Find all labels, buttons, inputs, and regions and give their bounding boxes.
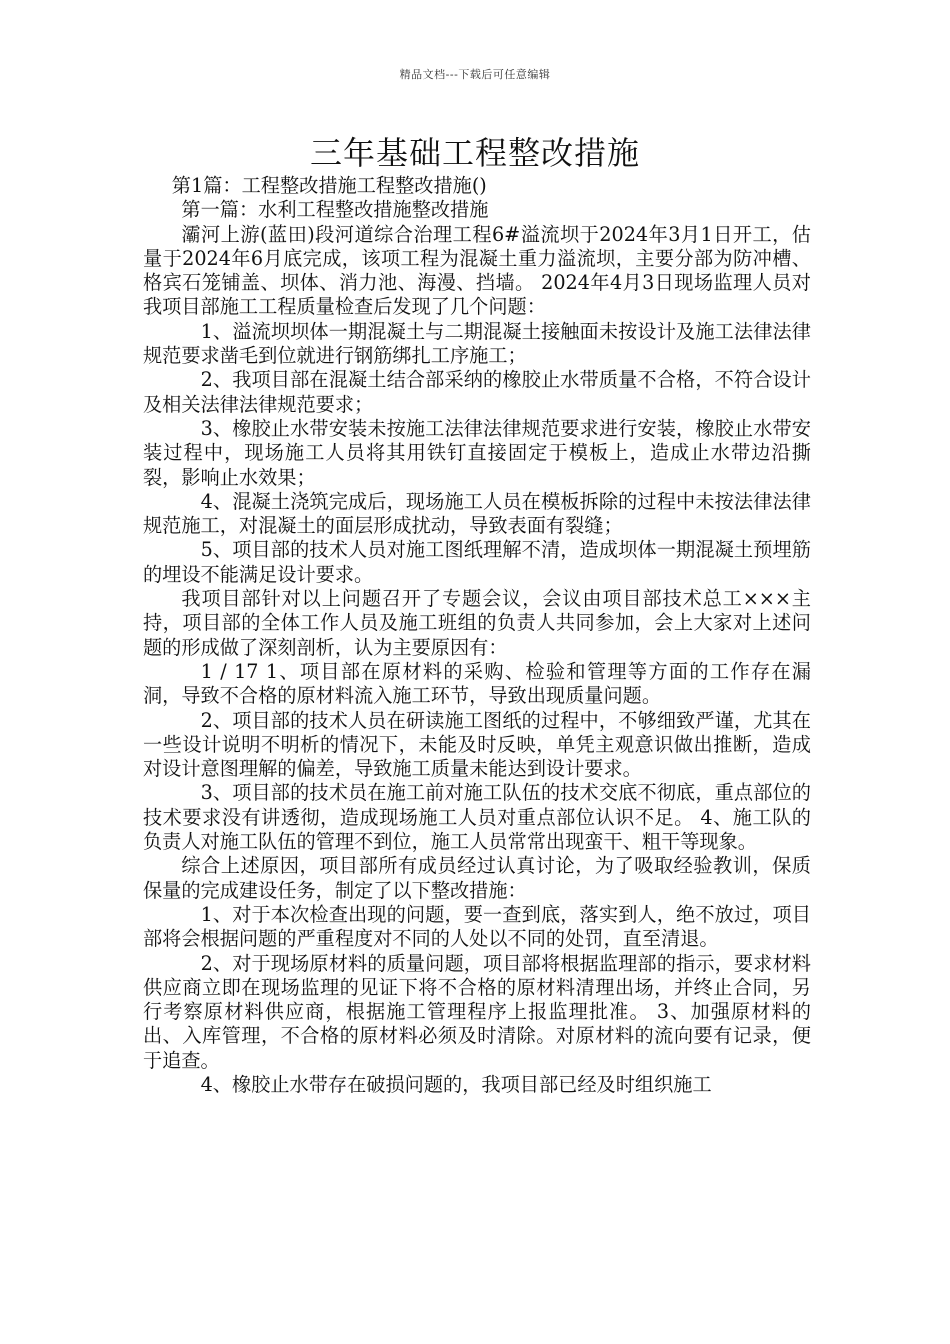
paragraph: 1、溢流坝坝体一期混凝土与二期混凝土接触面未按设计及施工法律法律规范要求凿毛到位就进行钢筋绑扎工序施工；	[143, 319, 811, 368]
header-note: 精品文档---下载后可任意编辑	[399, 68, 551, 81]
paragraph: 4、混凝土浇筑完成后，现场施工人员在模板拆除的过程中未按法律法律规范施工，对混凝土的面层形成扰动，导致表面有裂缝；	[143, 489, 811, 538]
document-body	[143, 174, 811, 1097]
document-title: 三年基础工程整改措施	[309, 134, 640, 172]
paragraph: 综合上述原因，项目部所有成员经过认真讨论，为了吸取经验教训，保质保量的完成建设任务，制定了以下整改措施：	[143, 854, 811, 902]
paragraph: 2、对于现场原材料的质量问题，项目部将根据监理部的指示，要求材料供应商立即在现场监理的见证下将不合格的原材料清理出场，并终止合同，另行考察原材料供应商，根据施工管理程序上报监理批准。 3、加强原材料的出、入库管理，不合格的原材料必须及时清除。对原材料的流向要有记录，便于追查。	[143, 951, 811, 1072]
paragraph: 2、项目部的技术人员在研读施工图纸的过程中，不够细致严谨，尤其在一些设计说明不明析的情况下，未能及时反映，单凭主观意识做出推断，造成对设计意图理解的偏差，导致施工质量未能达到设计要求。	[143, 708, 811, 781]
paragraph: 4、橡胶止水带存在破损问题的，我项目部已经及时组织施工	[200, 1072, 712, 1096]
paragraph: 3、项目部的技术员在施工前对施工队伍的技术交底不彻底，重点部位的技术要求没有讲透彻，造成现场施工人员对重点部位认识不足。 4、施工队的负责人对施工队伍的管理不到位，施工人员常常出现蛮干、粗干等现象。	[143, 781, 811, 854]
paragraph: 第1篇：工程整改措施工程整改措施()	[171, 174, 487, 197]
paragraph: 第一篇：水利工程整改措施整改措施	[181, 198, 489, 222]
paragraph: 1、对于本次检查出现的问题，要一查到底，落实到人，绝不放过，项目部将会根据问题的严重程度对不同的人处以不同的处罚，直至清退。	[143, 902, 811, 951]
paragraph: 5、项目部的技术人员对施工图纸理解不清，造成坝体一期混凝土预埋筋的埋设不能满足设计要求。	[143, 538, 811, 586]
paragraph: 灞河上游(蓝田)段河道综合治理工程6#溢流坝于2024年3月1日开工，估量于2024年6月底完成，该项工程为混凝土重力溢流坝，主要分部为防冲槽、格宾石笼铺盖、坝体、消力池、海漫、挡墙。 2024年4月3日现场监理人员对我项目部施工工程质量检查后发现了几个问题：	[143, 222, 811, 319]
paragraph: 1 / 17 1、项目部在原材料的采购、检验和管理等方面的工作存在漏洞，导致不合格的原材料流入施工环节，导致出现质量问题。	[143, 659, 811, 708]
paragraph: 3、橡胶止水带安装未按施工法律法律规范要求进行安装，橡胶止水带安装过程中，现场施工人员将其用铁钉直接固定于模板上，造成止水带边沿撕裂，影响止水效果；	[143, 416, 811, 489]
paragraph: 2、我项目部在混凝土结合部采纳的橡胶止水带质量不合格，不符合设计及相关法律法律规范要求；	[143, 368, 811, 416]
paragraph: 我项目部针对以上问题召开了专题会议，会议由项目部技术总工×××主持，项目部的全体工作人员及施工班组的负责人共同参加，会上大家对上述问题的形成做了深刻剖析，认为主要原因有：	[143, 587, 811, 659]
